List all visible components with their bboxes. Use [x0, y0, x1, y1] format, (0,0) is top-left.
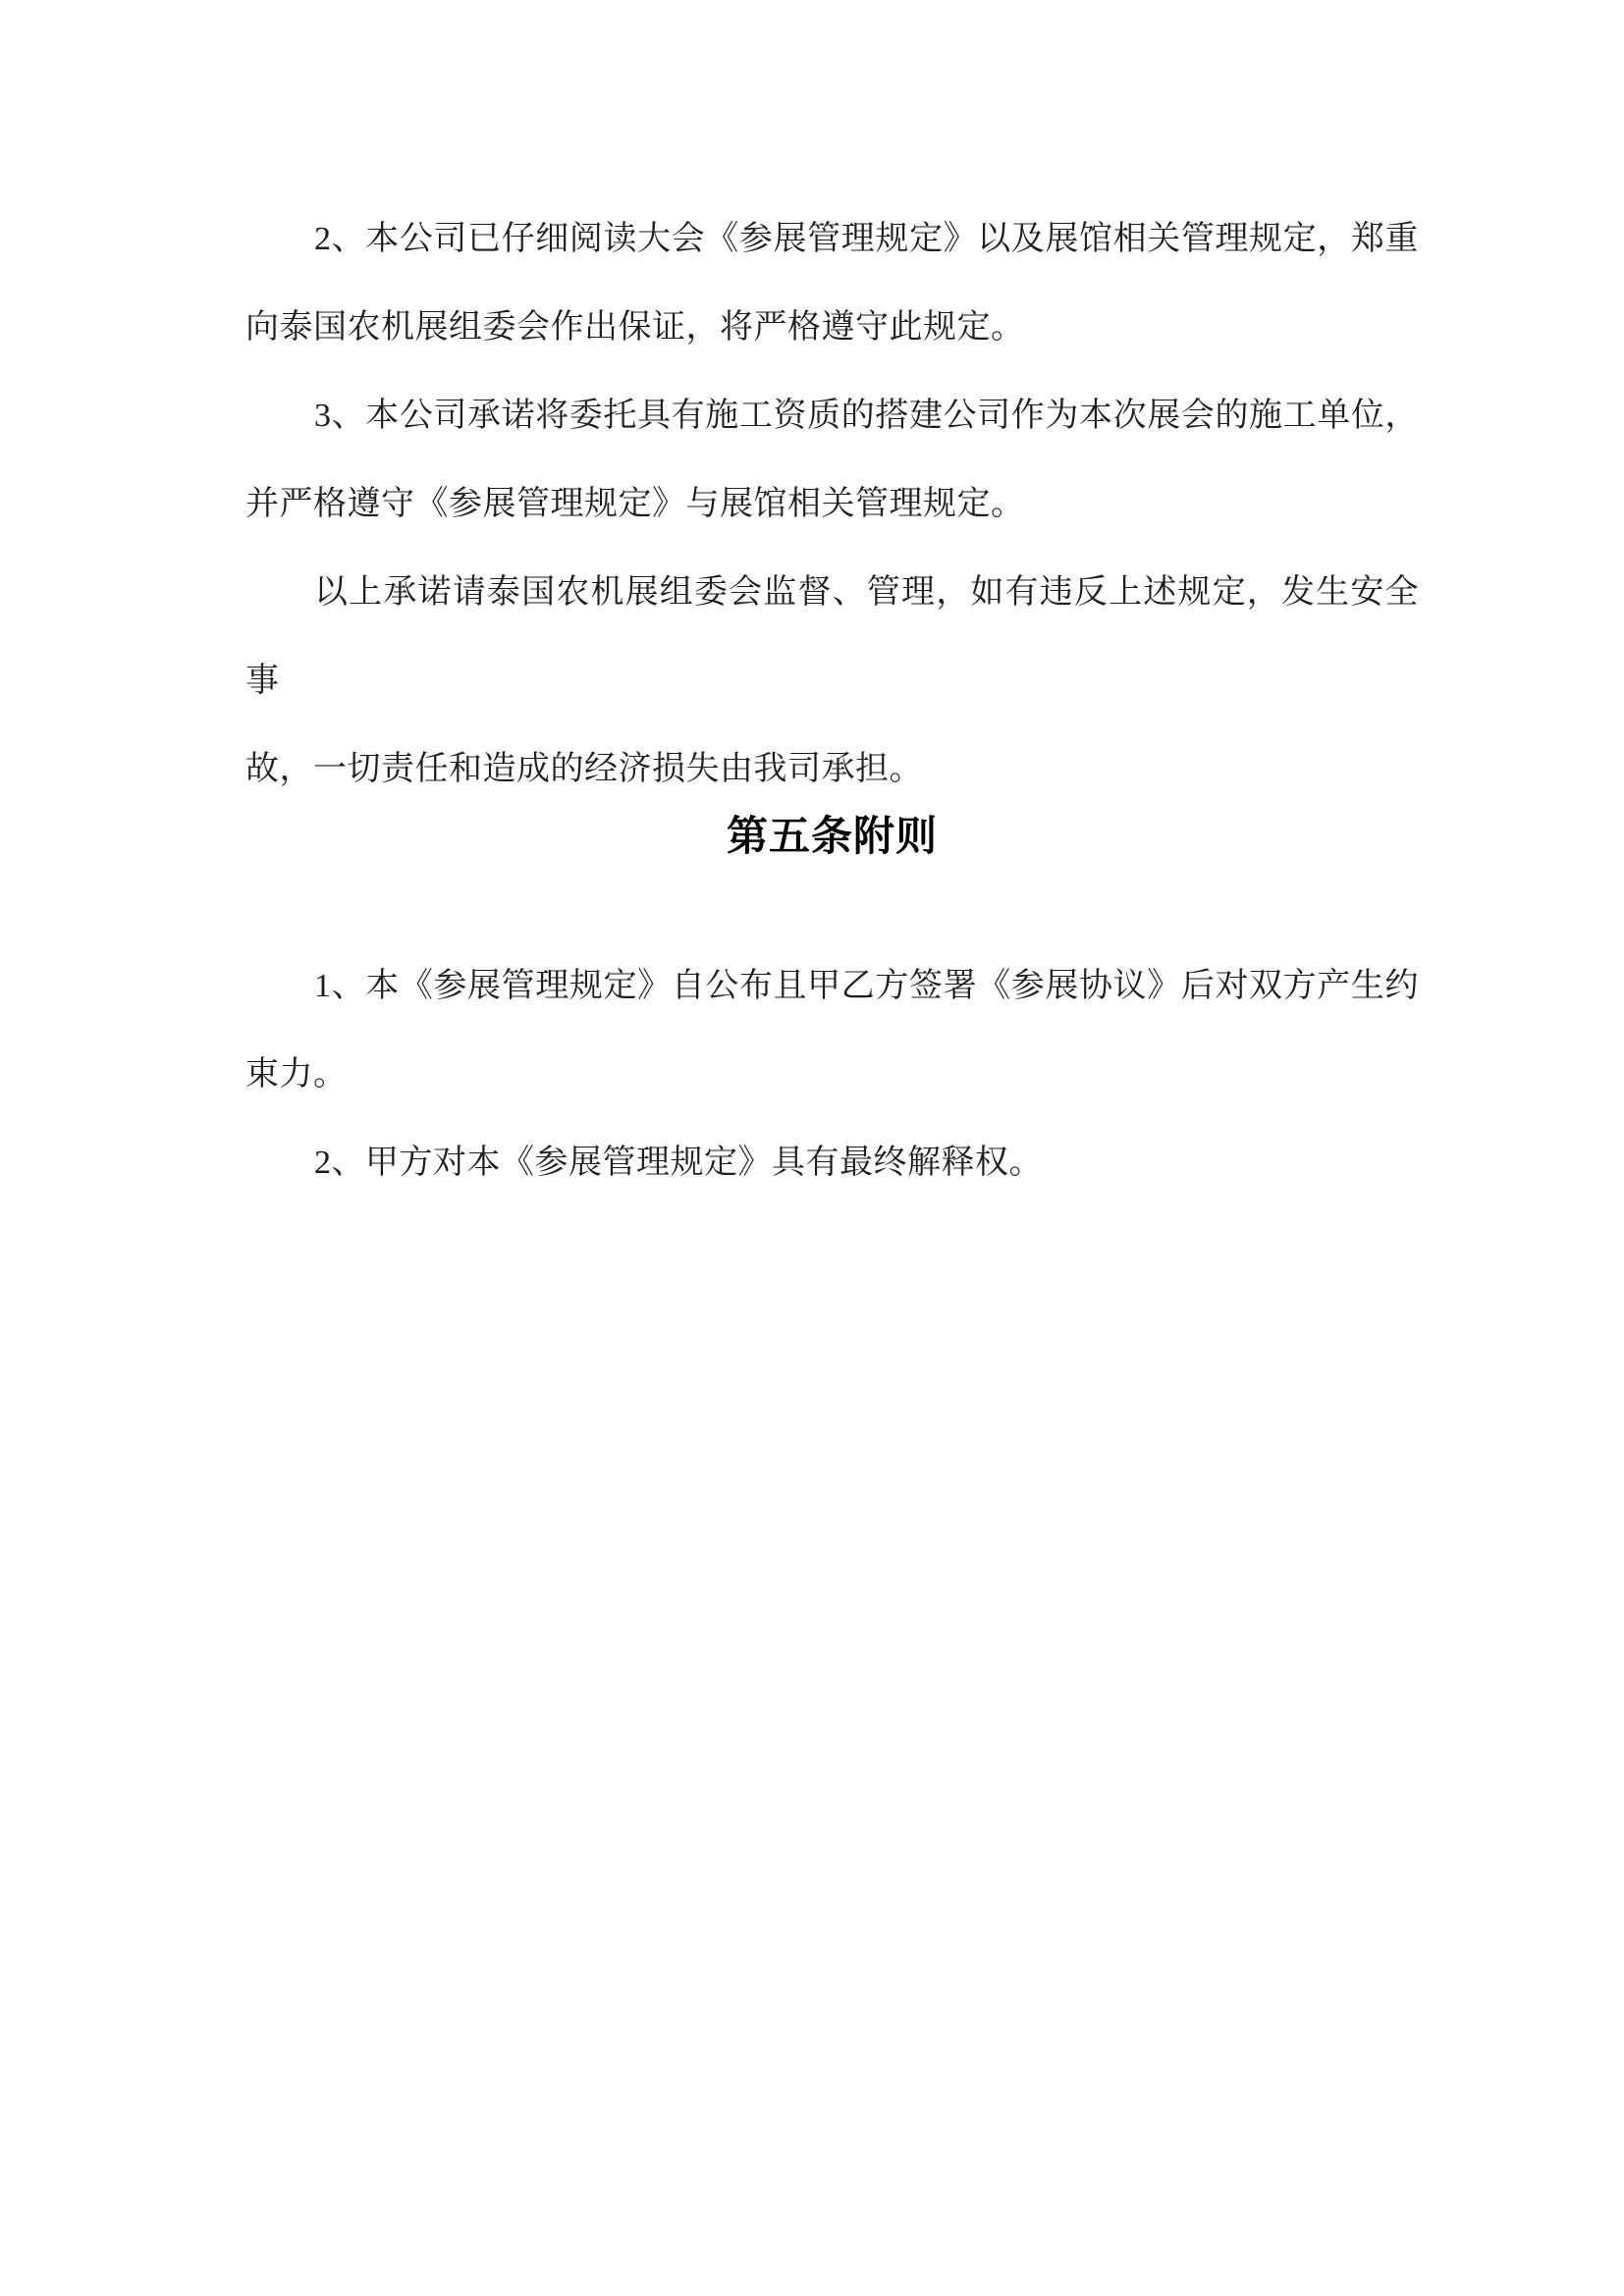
- paragraph-3-line-1: 3、本公司承诺将委托具有施工资质的搭建公司作为本次展会的施工单位，: [314, 398, 1419, 434]
- document-body: [245, 195, 1419, 1207]
- section-heading-article-5: 第五条附则: [726, 813, 938, 859]
- paragraph-2-line-2: 向泰国农机展组委会作出保证，将严格遵守此规定。: [245, 309, 1025, 346]
- paragraph-3-line-2: 并严格遵守《参展管理规定》与展馆相关管理规定。: [245, 486, 1025, 522]
- paragraph-2-line-1: 2、本公司已仔细阅读大会《参展管理规定》以及展馆相关管理规定，郑重: [314, 221, 1419, 257]
- paragraph-commitment-line-2: 故，一切责任和造成的经济损失由我司承担。: [245, 751, 923, 787]
- paragraph-supplementary-2-line-1: 2、甲方对本《参展管理规定》具有最终解释权。: [314, 1145, 1043, 1181]
- paragraph-commitment-line-1: 以上承诺请泰国农机展组委会监督、管理，如有违反上述规定，发生安全事: [245, 574, 1419, 699]
- paragraph-supplementary-1-line-1: 1、本《参展管理规定》自公布且甲乙方签署《参展协议》后对双方产生约: [314, 968, 1419, 1004]
- paragraph-supplementary-1-line-2: 束力。: [245, 1056, 348, 1093]
